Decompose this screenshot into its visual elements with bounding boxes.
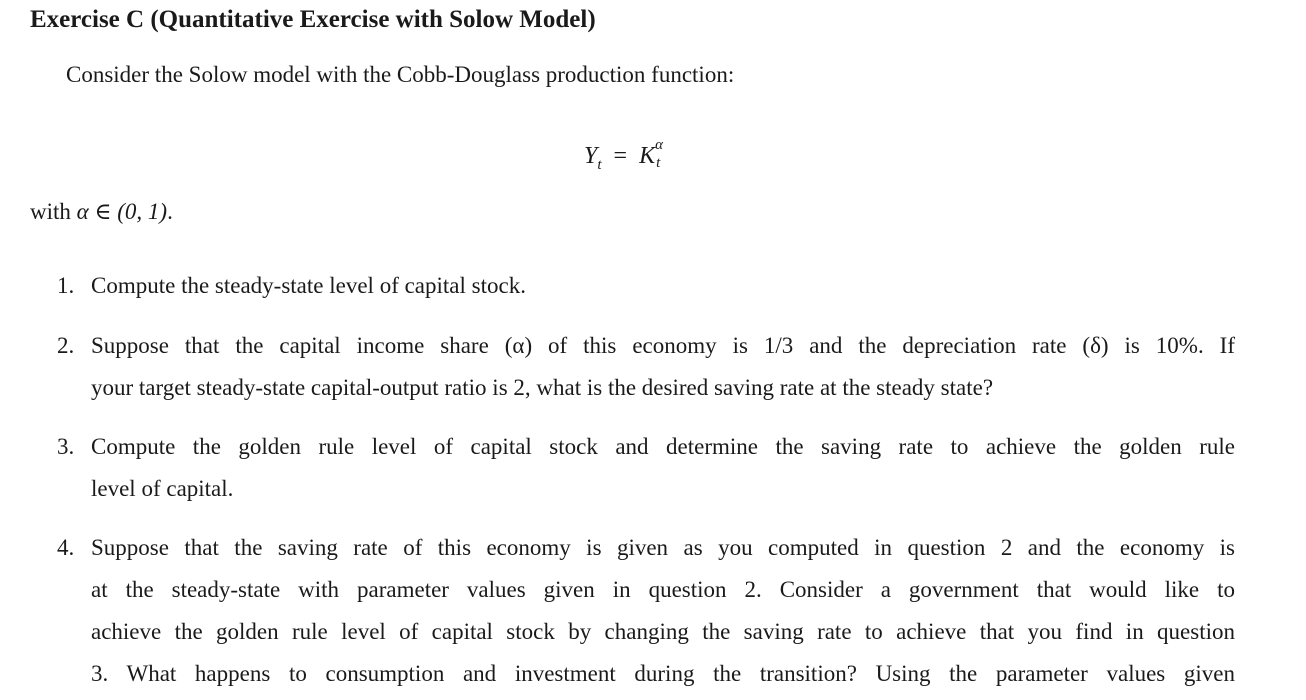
question-2-line-1: Suppose that the capital income share (α) of this economy is 1/3 and the depreciation rate (δ) is 10%. If bbox=[91, 333, 1235, 358]
question-3-line-1: Compute the golden rule level of capital stock and determine the saving rate to achieve the golden rule bbox=[91, 434, 1235, 459]
condition-suffix: . bbox=[167, 199, 173, 224]
equation-rhs-scripts bbox=[655, 137, 669, 171]
question-4-line-1: Suppose that the saving rate of this economy is given as you computed in question 2 and the economy is bbox=[91, 535, 1235, 560]
equation-rhs-superscript: α bbox=[655, 137, 663, 153]
question-3-line-2: level of capital. bbox=[91, 476, 234, 501]
question-2-number: 2. bbox=[57, 333, 75, 358]
parameter-condition bbox=[30, 199, 173, 225]
equation-rhs-subscript: t bbox=[656, 155, 661, 171]
exercise-title: Exercise C (Quantitative Exercise with Solow Model) bbox=[30, 6, 596, 33]
intro-text: Consider the Solow model with the Cobb-Douglass production function: bbox=[66, 62, 735, 87]
equation-rhs-var: K bbox=[639, 143, 656, 169]
question-4-line-4: 3. What happens to consumption and investment during the transition? Using the parameter values given bbox=[91, 661, 1235, 686]
condition-prefix: with bbox=[30, 199, 77, 224]
condition-math: α ∈ (0, 1) bbox=[76, 199, 168, 224]
question-1-number: 1. bbox=[57, 273, 75, 298]
equation-lhs-var: Y bbox=[584, 143, 598, 169]
equation-equals: = bbox=[613, 143, 628, 169]
question-4-number: 4. bbox=[57, 535, 75, 560]
production-function-equation bbox=[584, 137, 669, 174]
question-3-number: 3. bbox=[57, 434, 75, 459]
question-2-line-2: your target steady-state capital-output ratio is 2, what is the desired saving rate at the steady state? bbox=[91, 375, 994, 400]
question-4-line-3: achieve the golden rule level of capital stock by changing the saving rate to achieve that you find in question bbox=[91, 619, 1235, 644]
equation-lhs-subscript: t bbox=[597, 156, 602, 173]
question-1-line-1: Compute the steady-state level of capital stock. bbox=[91, 273, 526, 298]
question-4-line-2: at the steady-state with parameter values given in question 2. Consider a government that would like to bbox=[91, 577, 1235, 602]
